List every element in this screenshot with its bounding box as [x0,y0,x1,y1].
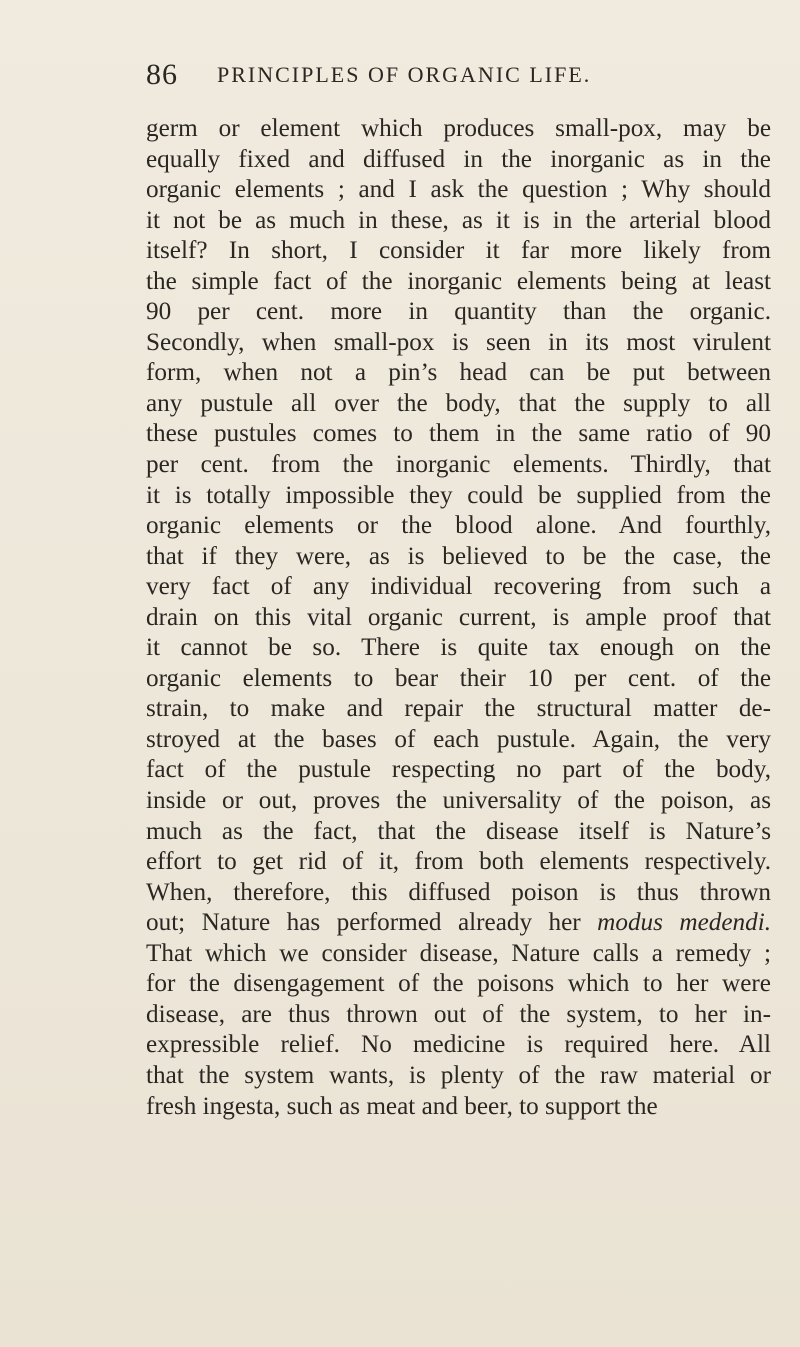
text-line: germ or element which produces small-pox, may be [146,115,771,142]
running-head [146,58,800,98]
text-line: equally fixed and diffused in the inorganic as in the [146,145,771,173]
text-line: organic elements or the blood alone. And fourthly, [146,512,771,540]
text-line: itself? In short, I consider it far more likely from [146,237,771,265]
text-line: fact of the pustule respecting no part of the body, [146,756,771,784]
text-line: form, when not a pin’s head can be put between [146,359,771,387]
text-line: the simple fact of the inorganic elements being at least [146,267,771,295]
text-line: it not be as much in these, as it is in the arterial blood [146,206,771,234]
text-line-with-italic [146,908,771,939]
text-line: stroyed at the bases of each pustule. Again, the very [146,725,771,753]
text-line: 90 per cent. more in quantity than the organic. [146,298,771,326]
text-line: much as the fact, that the disease itself is Nature’s [146,817,771,845]
body-paragraph [146,114,771,1122]
text-line: that if they were, as is believed to be the case, the [146,542,771,570]
text-line: these pustules comes to them in the same ratio of 90 [146,420,771,448]
running-title: PRINCIPLES OF ORGANIC LIFE. [217,62,592,87]
italic-phrase: modus medendi. [597,909,772,937]
text-line: for the disengagement of the poisons which to her were [146,970,771,998]
text-line: strain, to make and repair the structural matter de- [146,695,771,723]
text-line: That which we consider disease, Nature calls a remedy ; [146,939,771,967]
text-line: that the system wants, is plenty of the raw material or [146,1061,771,1089]
text-run: out; Nature has performed already her [146,909,581,937]
text-line: fresh ingesta, such as meat and beer, to support the [146,1092,658,1120]
text-line: Secondly, when small-pox is seen in its most virulent [146,328,771,356]
text-line: organic elements to bear their 10 per cent. of the [146,664,771,692]
text-line: it is totally impossible they could be supplied from the [146,481,771,509]
text-line: expressible relief. No medicine is required here. All [146,1031,771,1059]
text-line: effort to get rid of it, from both elements respectively. [146,848,771,876]
text-line: When, therefore, this diffused poison is thus thrown [146,878,771,906]
text-line: very fact of any individual recovering from such a [146,573,771,601]
page-number: 86 [146,58,178,91]
text-line: inside or out, proves the universality of the poison, as [146,787,771,815]
text-line: it cannot be so. There is quite tax enough on the [146,634,771,662]
text-line: disease, are thus thrown out of the system, to her in- [146,1000,771,1028]
text-line: drain on this vital organic current, is ample proof that [146,603,771,631]
text-line: organic elements ; and I ask the question ; Why should [146,176,771,204]
text-line: per cent. from the inorganic elements. Thirdly, that [146,451,771,479]
text-line: any pustule all over the body, that the supply to all [146,389,771,417]
